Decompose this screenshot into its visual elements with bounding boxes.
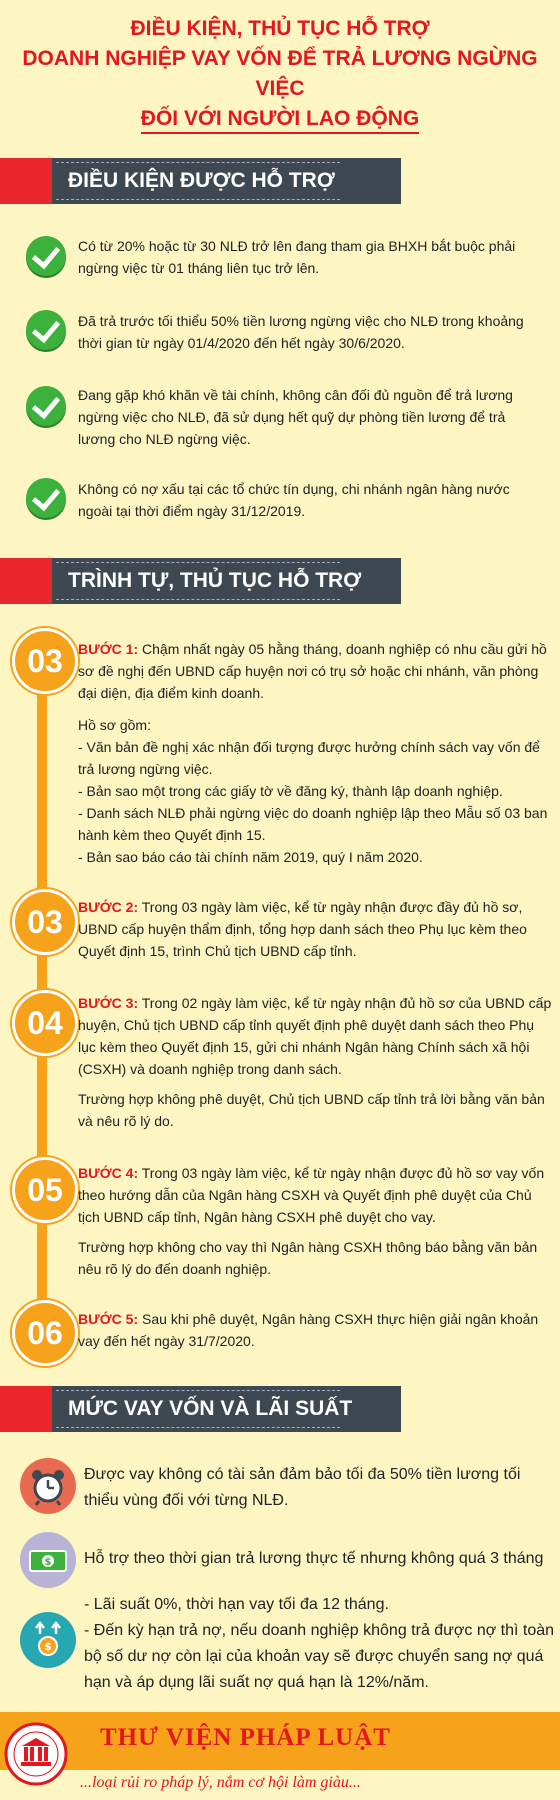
loan-item-3 <box>84 1592 558 1696</box>
step-text: Trong 03 ngày làm việc, kể từ ngày nhận được đủ hồ sơ vay vốn theo hướng dẫn của Ngân hàng CSXH và Quyết định phê duyệt của Chủ tịch UBND cấp tỉnh, Ngân hàng CSXH phê duyệt cho vay. <box>78 1165 545 1225</box>
step-label: BƯỚC 5: <box>78 1311 139 1327</box>
step-4 <box>78 1162 554 1288</box>
footer-slogan: ...loại rủi ro pháp lý, nắm cơ hội làm giàu... <box>80 1774 361 1791</box>
title-line-3: ĐỐI VỚI NGƯỜI LAO ĐỘNG <box>141 105 419 134</box>
banknote-icon <box>20 1532 76 1588</box>
step-3 <box>78 992 554 1140</box>
title-line-2: DOANH NGHIỆP VAY VỐN ĐỂ TRẢ LƯƠNG NGỪNG VIỆC <box>22 47 538 100</box>
step-doc-item: - Danh sách NLĐ phải ngừng việc do doanh nghiệp lập theo Mẫu số 03 ban hành kèm theo Quyết định 15. <box>78 805 548 843</box>
step-label: BƯỚC 4: <box>78 1165 139 1181</box>
timeline-line <box>37 648 47 1328</box>
alarm-clock-icon <box>20 1458 76 1514</box>
footer-brand: THƯ VIỆN PHÁP LUẬT <box>100 1724 391 1751</box>
section-title: ĐIỀU KIỆN ĐƯỢC HỖ TRỢ <box>68 169 335 192</box>
step-badge-1: 03 <box>12 628 78 694</box>
step-text: Chậm nhất ngày 05 hằng tháng, doanh nghiệp có nhu cầu gửi hồ sơ đề nghị đến UBND cấp huyện nơi có trụ sở hoặc chi nhánh, văn phòng đại diện, địa điểm kinh doanh. <box>78 641 547 701</box>
step-doc-item: - Bản sao một trong các giấy tờ về đăng ký, thành lập doanh nghiệp. <box>78 783 503 799</box>
check-icon <box>26 386 66 426</box>
check-icon <box>26 310 66 350</box>
step-2 <box>78 896 554 970</box>
coin-arrows-icon <box>20 1612 76 1668</box>
condition-item-3: Đang gặp khó khăn về tài chính, không cân đối đủ nguồn để trả lương ngừng việc cho NLĐ, đã sử dụng hết quỹ dự phòng tiền lương để trả lương cho NLĐ ngừng việc. <box>78 387 513 447</box>
step-note: Trường hợp không cho vay thì Ngân hàng CSXH thông báo bằng văn bản nêu rõ lý do đến doanh nghiệp. <box>78 1239 538 1277</box>
step-note: Trường hợp không phê duyệt, Chủ tịch UBND cấp tỉnh trả lời bằng văn bản và nêu rõ lý do. <box>78 1091 545 1129</box>
step-text: Trong 03 ngày làm việc, kể từ ngày nhận được đầy đủ hồ sơ, UBND cấp huyện thẩm định, tổng hợp danh sách theo Phụ lục kèm theo Quyết định 15, trình Chủ tịch UBND cấp tỉnh. <box>78 899 527 959</box>
step-label: BƯỚC 3: <box>78 995 139 1011</box>
section-header-conditions <box>0 158 410 204</box>
step-label: BƯỚC 2: <box>78 899 139 915</box>
step-badge-2: 03 <box>12 889 78 955</box>
footer <box>0 1712 560 1800</box>
step-text: Trong 02 ngày làm việc, kể từ ngày nhận đủ hồ sơ của UBND cấp huyện, Chủ tịch UBND cấp tỉnh quyết định phê duyệt danh sách theo Phụ lục kèm theo Quyết định 15, gửi chi nhánh Ngân hàng Chính sách xã hội (CSXH) và doanh nghiệp trong danh sách. <box>78 995 552 1077</box>
title-line-1: ĐIỀU KIỆN, THỦ TỤC HỖ TRỢ <box>130 17 430 40</box>
step-docs-title: Hồ sơ gồm: <box>78 717 151 733</box>
svg-text:$: $ <box>44 1557 52 1568</box>
check-icon <box>26 478 66 518</box>
loan-item-3b: - Đến kỳ hạn trả nợ, nếu doanh nghiệp không trả được nợ thì toàn bộ số dư nợ còn lại của khoản vay sẽ được chuyển sang nợ quá hạn và áp dụng lãi suất nợ quá hạn là 12%/năm. <box>84 1622 555 1691</box>
step-badge-4: 05 <box>12 1157 78 1223</box>
page-title <box>0 14 560 134</box>
section-header-loan <box>0 1386 410 1432</box>
logo <box>4 1714 68 1794</box>
section-header-procedure <box>0 558 410 604</box>
step-text: Sau khi phê duyệt, Ngân hàng CSXH thực hiện giải ngân khoản vay đến hết ngày 31/7/2020. <box>78 1311 539 1349</box>
step-1 <box>78 638 554 868</box>
condition-item-1: Có từ 20% hoặc từ 30 NLĐ trở lên đang tham gia BHXH bắt buộc phải ngừng việc từ 01 tháng liên tục trở lên. <box>78 238 516 276</box>
section-title: TRÌNH TỰ, THỦ TỤC HỖ TRỢ <box>68 569 362 592</box>
condition-item-2: Đã trả trước tối thiểu 50% tiền lương ngừng việc cho NLĐ trong khoảng thời gian từ ngày 01/4/2020 đến hết ngày 30/6/2020. <box>78 313 524 351</box>
step-doc-item: - Bản sao báo cáo tài chính năm 2019, quý I năm 2020. <box>78 849 423 865</box>
svg-text:$: $ <box>44 1640 52 1653</box>
loan-item-2: Hỗ trợ theo thời gian trả lương thực tế nhưng không quá 3 tháng <box>84 1550 544 1567</box>
loan-item-1: Được vay không có tài sản đảm bảo tối đa 50% tiền lương tối thiểu vùng đối với từng NLĐ. <box>84 1466 521 1509</box>
section-title: MỨC VAY VỐN VÀ LÃI SUẤT <box>68 1397 353 1420</box>
loan-item-3a: - Lãi suất 0%, thời hạn vay tối đa 12 tháng. <box>84 1596 389 1613</box>
step-label: BƯỚC 1: <box>78 641 139 657</box>
step-badge-5: 06 <box>12 1300 78 1366</box>
step-badge-3: 04 <box>12 990 78 1056</box>
section-marker <box>0 558 52 604</box>
step-5 <box>78 1308 554 1360</box>
section-marker <box>0 158 52 204</box>
step-doc-item: - Văn bản đề nghị xác nhận đối tượng được hưởng chính sách vay vốn để trả lương ngừng việc. <box>78 739 540 777</box>
condition-item-4: Không có nợ xấu tại các tổ chức tín dụng, chi nhánh ngân hàng nước ngoài tại thời điểm ngày 31/12/2019. <box>78 481 510 519</box>
check-icon <box>26 236 66 276</box>
section-marker <box>0 1386 52 1432</box>
